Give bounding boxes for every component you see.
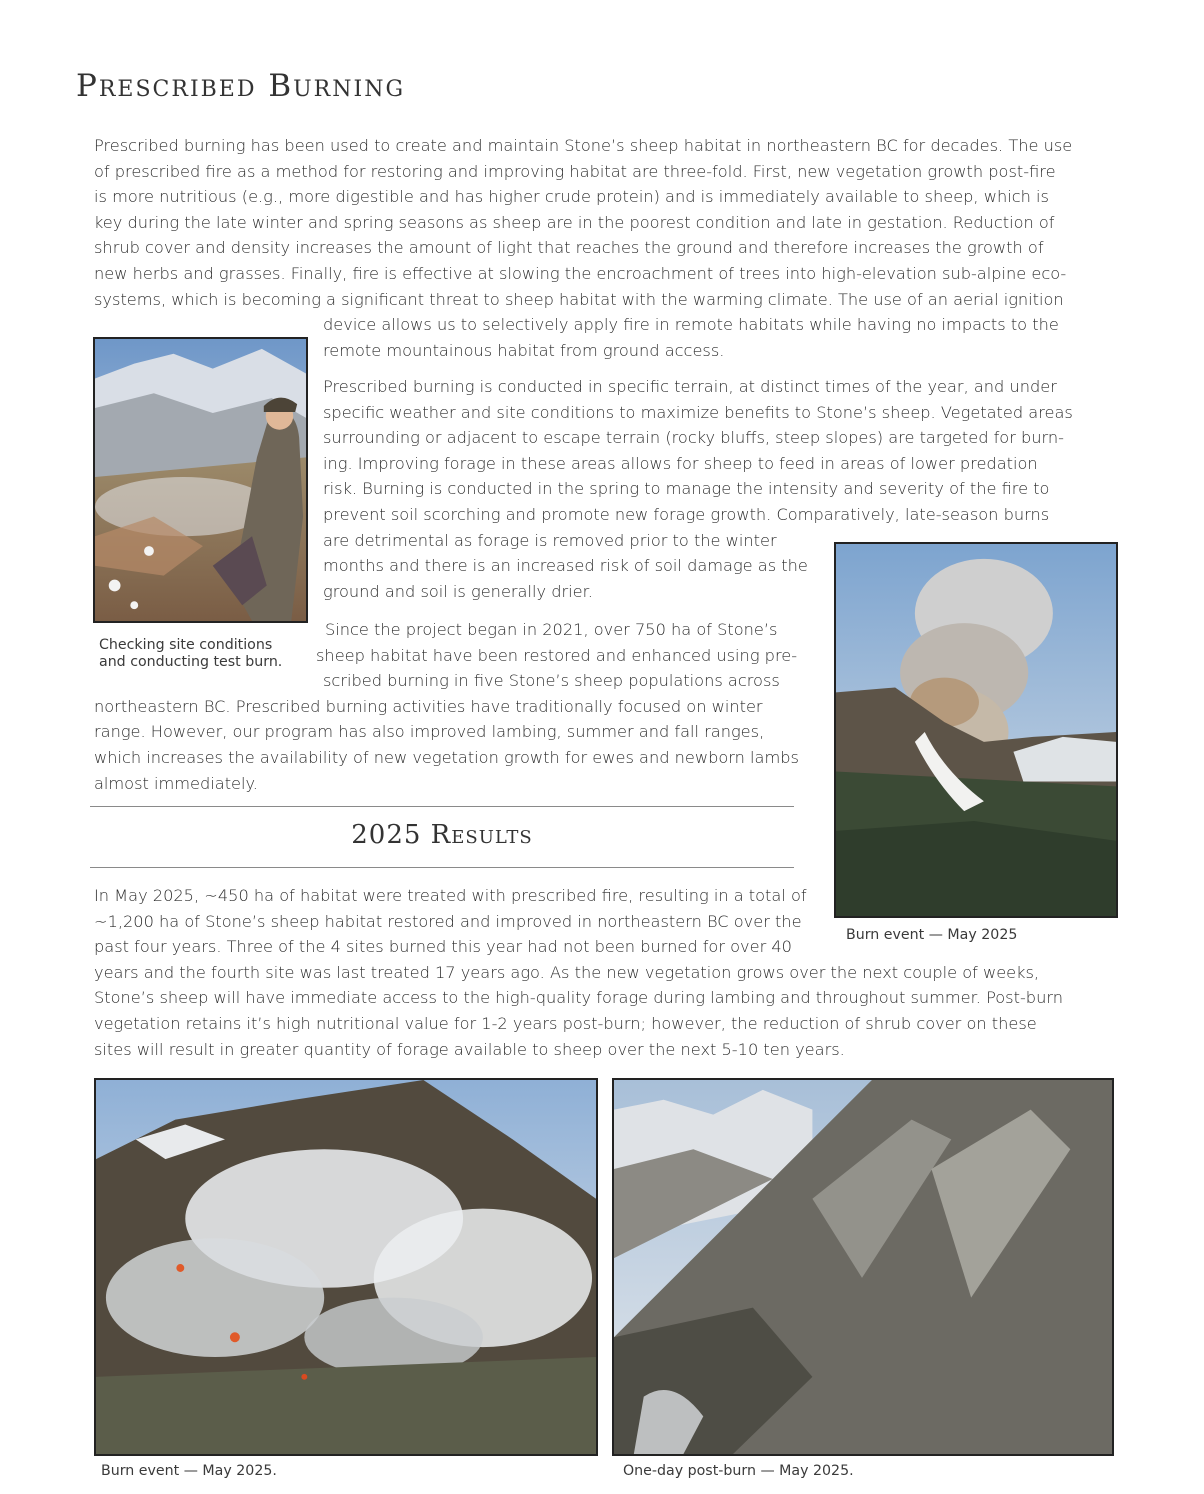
burn-event-photo: [94, 1078, 598, 1456]
conditions-line: surrounding or adjacent to escape terrain (rocky bluffs, steep slopes) are targeted for burn-: [323, 428, 1065, 448]
intro-line: new herbs and grasses. Finally, fire is effective at slowing the encroachment of trees into high-elevation sub-alpine eco-: [94, 264, 1067, 283]
conditions-line: ground and soil is generally drier.: [323, 581, 593, 601]
results-line: sites will result in greater quantity of forage available to sheep over the next 5-10 ten years.: [94, 1039, 845, 1059]
conditions-line: Prescribed burning is conducted in specific terrain, at distinct times of the year, and under: [323, 377, 1057, 396]
results-line: past four years. Three of the 4 sites burned this year had not been burned for over 40: [94, 937, 792, 957]
results-line: years and the fourth site was last treated 17 years ago. As the new vegetation grows over the next couple of weeks,: [94, 962, 1040, 982]
conditions-line: specific weather and site conditions to maximize benefits to Stone’s sheep. Vegetated areas: [323, 402, 1073, 422]
site-check-caption: Checking site conditions: [99, 637, 273, 653]
intro-line: systems, which is becoming a significant threat to sheep habitat with the warming climate. The use of an aerial ignition: [94, 289, 1064, 309]
page-title: Prescribed Burning: [76, 68, 406, 104]
project-line: almost immediately.: [94, 773, 258, 793]
results-line: In May 2025, ~450 ha of habitat were treated with prescribed fire, resulting in a total of: [94, 886, 807, 905]
smoke-plume-caption: Burn event — May 2025: [846, 927, 1018, 943]
post-burn-caption: One-day post-burn — May 2025.: [623, 1463, 854, 1479]
intro-line: of prescribed fire as a method for restoring and improving habitat are three-fold. First, new vegetation growth post-fire: [94, 161, 1056, 181]
intro-line: remote mountainous habitat from ground access.: [323, 340, 725, 360]
section-divider-bottom: [90, 867, 794, 868]
project-line: which increases the availability of new vegetation growth for ewes and newborn lambs: [94, 748, 799, 767]
project-line: range. However, our program has also improved lambing, summer and fall ranges,: [94, 722, 765, 742]
results-line: vegetation retains it’s high nutritional value for 1-2 years post-burn; however, the reduction of shrub cover on these: [94, 1014, 1037, 1033]
project-line: scribed burning in five Stone’s sheep populations across: [323, 671, 780, 691]
site-check-caption: and conducting test burn.: [99, 654, 283, 670]
conditions-line: prevent soil scorching and promote new forage growth. Comparatively, late-season burns: [323, 505, 1050, 524]
intro-line: key during the late winter and spring seasons as sheep are in the poorest condition and late in gestation. Reduction of: [94, 212, 1055, 232]
project-line: northeastern BC. Prescribed burning activities have traditionally focused on winter: [94, 696, 763, 716]
post-burn-photo: [612, 1078, 1114, 1456]
project-line: Since the project began in 2021, over 750 ha of Stone’s: [325, 620, 778, 639]
conditions-line: are detrimental as forage is removed prior to the winter: [323, 530, 777, 550]
intro-line: is more nutritious (e.g., more digestible and has higher crude protein) and is immediately available to sheep, which is: [94, 187, 1049, 207]
results-line: Stone’s sheep will have immediate access to the high-quality forage during lambing and throughout summer. Post-burn: [94, 988, 1063, 1008]
burn-event-caption: Burn event — May 2025.: [101, 1463, 277, 1479]
section-divider-top: [90, 806, 794, 807]
intro-line: Prescribed burning has been used to create and maintain Stone’s sheep habitat in northeastern BC for decades. The use: [94, 136, 1073, 155]
project-line: sheep habitat have been restored and enhanced using pre-: [316, 645, 798, 665]
results-line: ~1,200 ha of Stone’s sheep habitat restored and improved in northeastern BC over the: [94, 911, 802, 931]
conditions-line: ing. Improving forage in these areas allows for sheep to feed in areas of lower predation: [323, 453, 1038, 473]
conditions-line: months and there is an increased risk of soil damage as the: [323, 556, 808, 576]
conditions-line: risk. Burning is conducted in the spring to manage the intensity and severity of the fire to: [323, 479, 1050, 499]
smoke-plume-photo: [834, 542, 1118, 918]
site-check-photo: [93, 337, 308, 623]
section-title: 2025 Results: [351, 820, 533, 850]
intro-line: shrub cover and density increases the amount of light that reaches the ground and therefore increases the growth of: [94, 238, 1044, 258]
intro-line: device allows us to selectively apply fire in remote habitats while having no impacts to the: [323, 315, 1059, 335]
